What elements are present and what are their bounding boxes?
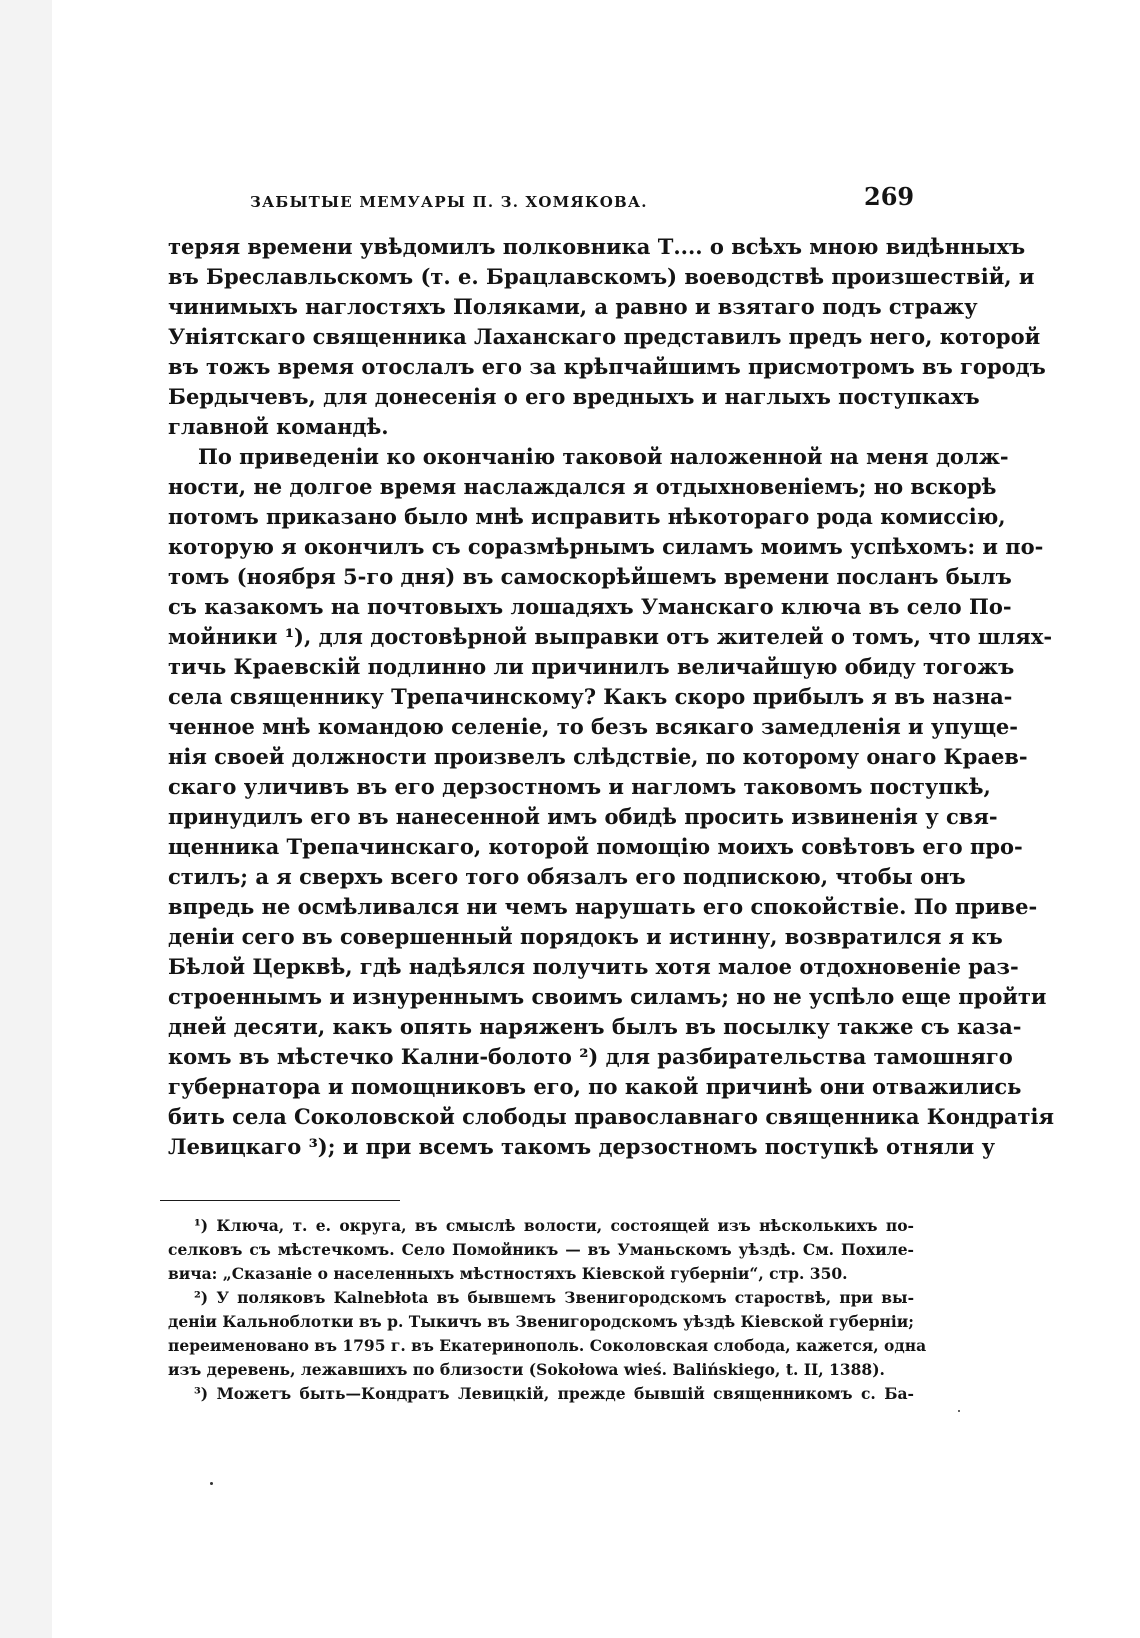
body-line: теряя времени увѣдомилъ полковника Т.... о всѣхъ мною видѣнныхъ [168, 234, 1026, 259]
footnote-line: ¹) Ключа, т. е. округа, въ смыслѣ волости, состоящей изъ нѣсколькихъ по- [194, 1216, 914, 1235]
page-number: 269 [864, 182, 915, 211]
footnote-line: изъ деревень, лежавшихъ по близости (Sokołowa wieś. Balińskiego, t. II, 1388). [168, 1360, 885, 1379]
footnote-line: вича: „Сказаніе о населенныхъ мѣстностяхъ Кіевской губерніи“, стр. 350. [168, 1264, 848, 1283]
body-line: бить села Соколовской слободы православнаго священника Кондратія [168, 1104, 1055, 1129]
body-line: Левицкаго ³); и при всемъ такомъ дерзостномъ поступкѣ отняли у [168, 1134, 996, 1159]
body-line: въ Бреславльскомъ (т. е. Брацлавскомъ) воеводствѣ произшествій, и [168, 264, 1035, 289]
body-line: скаго уличивъ въ его дерзостномъ и нагломъ таковомъ поступкѣ, [168, 774, 991, 799]
footnote-line: деніи Кальноблотки въ р. Тыкичъ въ Звенигородскомъ уѣздѣ Кіевской губерніи; [168, 1312, 914, 1331]
body-line: нія своей должности произвелъ слѣдствіе, по которому онаго Краев- [168, 744, 1028, 769]
body-line: тичь Краевскій подлинно ли причинилъ величайшую обиду тогожъ [168, 654, 1015, 679]
body-line: Бѣлой Церквѣ, гдѣ надѣялся получить хотя малое отдохновеніе раз- [168, 954, 1019, 979]
body-line: ности, не долгое время наслаждался я отдыхновеніемъ; но вскорѣ [168, 474, 997, 499]
body-line: комъ въ мѣстечко Кални-болото ²) для разбирательства тамошняго [168, 1044, 1013, 1069]
footnote-line: переименовано въ 1795 г. въ Екатеринополь. Соколовская слобода, кажется, одна [168, 1336, 927, 1355]
scan-speck [210, 1482, 213, 1485]
body-line: томъ (ноября 5-го дня) въ самоскорѣйшемъ времени посланъ былъ [168, 564, 1012, 589]
body-line: щенника Трепачинскаго, которой помощію моихъ совѣтовъ его про- [168, 834, 1023, 859]
body-line: Уніятскаго священника Лаханскаго представилъ предъ него, которой [168, 324, 1041, 349]
body-line: села священнику Трепачинскому? Какъ скоро прибылъ я въ назна- [168, 684, 1013, 709]
body-line: стилъ; а я сверхъ всего того обязалъ его подпискою, чтобы онъ [168, 864, 966, 889]
running-header: ЗАБЫТЫЕ МЕМУАРЫ П. З. ХОМЯКОВА. [250, 193, 648, 211]
body-line: въ тожъ время отослалъ его за крѣпчайшимъ присмотромъ въ городъ [168, 354, 1046, 379]
footnote-line: ³) Можетъ быть—Кондратъ Левицкій, прежде бывшій священникомъ с. Ба- [194, 1384, 914, 1403]
body-line: дней десяти, какъ опять наряженъ былъ въ посылку также съ каза- [168, 1014, 1022, 1039]
body-line: По приведеніи ко окончанію таковой наложенной на меня долж- [198, 444, 1009, 469]
footnote-line: ²) У поляковъ Kalnebłota въ бывшемъ Звенигородскомъ староствѣ, при вы- [194, 1288, 914, 1307]
body-line: Бердычевъ, для донесенія о его вредныхъ и наглыхъ поступкахъ [168, 384, 980, 409]
body-line: строеннымъ и изнуреннымъ своимъ силамъ; но не успѣло еще пройти [168, 984, 1047, 1009]
page-edge-shadow [0, 0, 52, 1638]
body-line: главной командѣ. [168, 414, 389, 439]
body-line: съ казакомъ на почтовыхъ лошадяхъ Уманскаго ключа въ село По- [168, 594, 1012, 619]
body-line: мойники ¹), для достовѣрной выправки отъ жителей о томъ, что шлях- [168, 624, 1053, 649]
footnote-line: селковъ съ мѣстечкомъ. Село Помойникъ — въ Уманьскомъ уѣздѣ. См. Похиле- [168, 1240, 914, 1259]
body-line: которую я окончилъ съ соразмѣрнымъ силамъ моимъ успѣхомъ: и по- [168, 534, 1044, 559]
body-line: потомъ приказано было мнѣ исправить нѣкотораго рода комиссію, [168, 504, 1006, 529]
footnote-divider [160, 1200, 400, 1201]
body-line: губернатора и помощниковъ его, по какой причинѣ они отважились [168, 1074, 1022, 1099]
body-line: принудилъ его въ нанесенной имъ обидѣ просить извиненія у свя- [168, 804, 998, 829]
body-line: чинимыхъ наглостяхъ Поляками, а равно и взятаго подъ стражу [168, 294, 978, 319]
body-line: деніи сего въ совершенный порядокъ и истинну, возвратился я къ [168, 924, 1003, 949]
body-line: ченное мнѣ командою селеніе, то безъ всякаго замедленія и упуще- [168, 714, 1018, 739]
scan-speck [958, 1410, 960, 1412]
body-line: впредь не осмѣливался ни чемъ нарушать его спокойствіе. По приве- [168, 894, 1038, 919]
